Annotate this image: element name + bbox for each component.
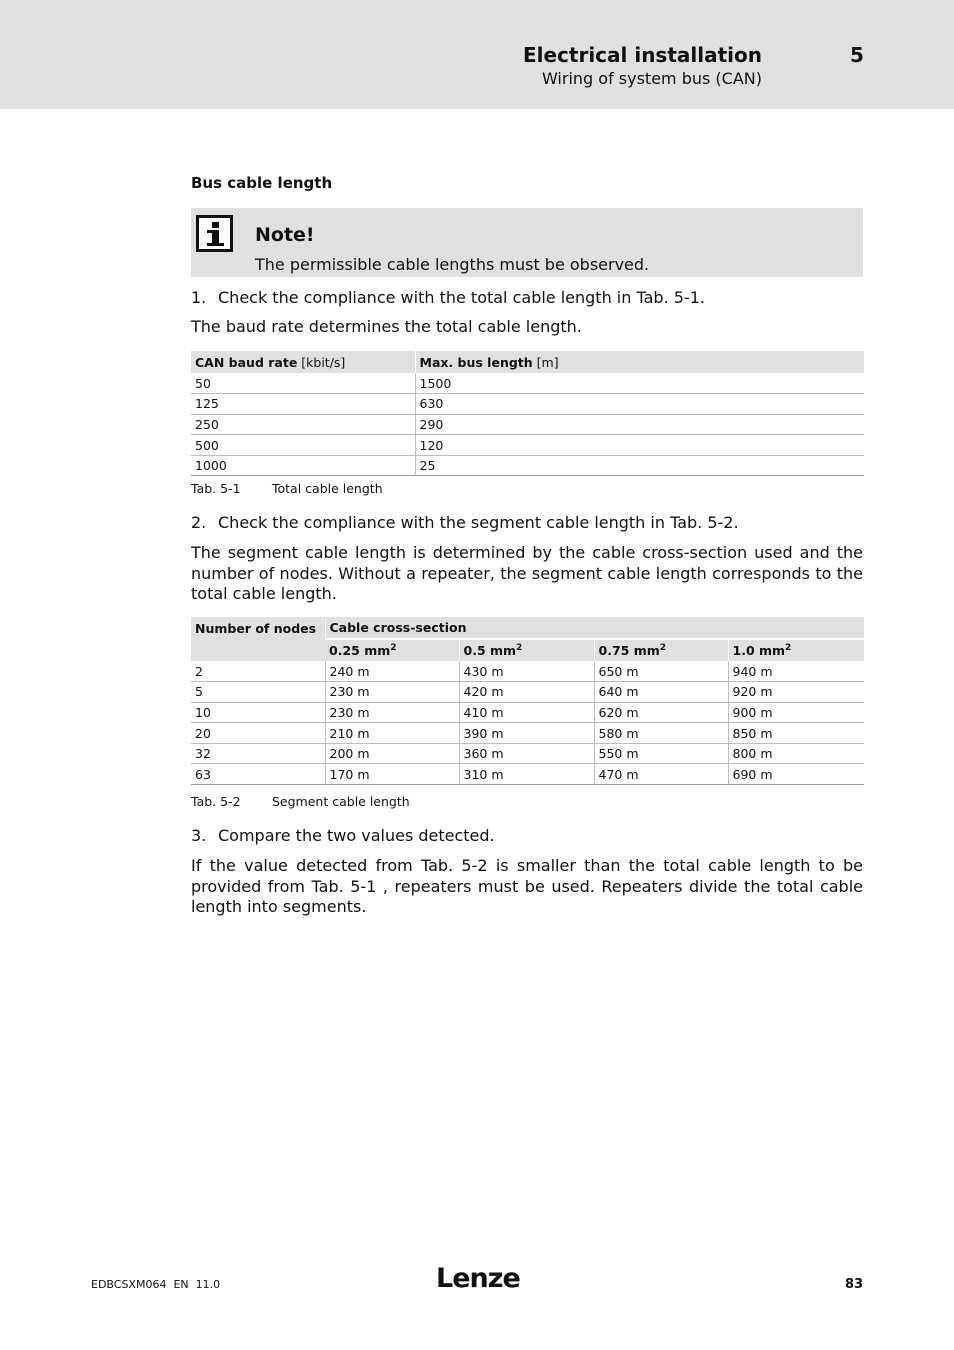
table-cell: 640 m [594, 682, 728, 703]
table-cell: 470 m [594, 764, 728, 785]
table-row [191, 414, 864, 435]
table-cell: 32 [191, 743, 325, 764]
table-cell: 800 m [728, 743, 864, 764]
table-cell: 1000 [191, 455, 415, 476]
table-header-cross-section-size: 1.0 $mm^2$ [728, 639, 864, 661]
table-cell: 240 m [325, 661, 459, 682]
table-cell: 580 m [594, 723, 728, 744]
table-cell: 230 m [325, 682, 459, 703]
note-box [191, 208, 863, 277]
table-cell: 250 [191, 414, 415, 435]
table-row [191, 702, 864, 723]
table-caption-2 [191, 794, 410, 809]
table-row [191, 373, 864, 394]
chapter-subtitle: Wiring of system bus (CAN) [541, 69, 762, 88]
step-text: Check the compliance with the segment cable length in Tab. 5-2. [218, 513, 739, 532]
table-header-cross-section-size: 0.5 $mm^2$ [459, 639, 594, 661]
step-1 [191, 288, 863, 309]
table-cell: 230 m [325, 702, 459, 723]
table-cell: 500 [191, 435, 415, 456]
caption-label: Tab. 5-2 [191, 794, 241, 809]
table-cell: 650 m [594, 661, 728, 682]
table-row [191, 764, 864, 785]
lenze-logo: Lenze [436, 1263, 520, 1294]
table-cell: 550 m [594, 743, 728, 764]
note-text: The permissible cable lengths must be observed. [255, 255, 650, 274]
step-2 [191, 513, 863, 534]
table-header-bus-length: Max. bus length [m] [415, 351, 864, 373]
footer-document-id: EDBCSXM064 EN 11.0 [91, 1278, 221, 1291]
table-cell: 170 m [325, 764, 459, 785]
table-cell: 690 m [728, 764, 864, 785]
page-number: 83 [845, 1277, 864, 1292]
table-caption-1 [191, 481, 383, 496]
table-cell: 900 m [728, 702, 864, 723]
table-cell: 630 [415, 394, 864, 415]
table-cell: 20 [191, 723, 325, 744]
table-header-cross-section-size: 0.75 $mm^2$ [594, 639, 728, 661]
table-header-baud-rate: CAN baud rate [kbit/s] [191, 351, 415, 373]
table-cell: 940 m [728, 661, 864, 682]
step-number: 1. [191, 288, 207, 307]
paragraph-baud-rate: The baud rate determines the total cable length. [191, 317, 582, 336]
table-cell: 210 m [325, 723, 459, 744]
chapter-title: Electrical installation [522, 43, 762, 67]
table-header-nodes: Number of nodes [191, 617, 325, 661]
table-cell: 420 m [459, 682, 594, 703]
step-3 [191, 826, 863, 847]
section-heading: Bus cable length [191, 174, 333, 192]
table-cell: 310 m [459, 764, 594, 785]
table-cell: 1500 [415, 373, 864, 394]
table-total-cable-length [191, 351, 864, 476]
table-cell: 410 m [459, 702, 594, 723]
table-cell: 200 m [325, 743, 459, 764]
step-number: 2. [191, 513, 207, 532]
caption-label: Tab. 5-1 [191, 481, 241, 496]
table-cell: 50 [191, 373, 415, 394]
table-cell: 390 m [459, 723, 594, 744]
chapter-number: 5 [850, 43, 864, 67]
note-title: Note! [255, 224, 315, 246]
table-row [191, 723, 864, 744]
table-cell: 63 [191, 764, 325, 785]
paragraph-repeaters: If the value detected from Tab. 5-2 is smaller than the total cable length to be provided from Tab. 5-1 , repeaters must be used. Repeaters divide the total cable length into segments. [191, 856, 863, 916]
paragraph-segment-length: The segment cable length is determined by the cable cross-section used and the number of nodes. Without a repeater, the segment cable length corresponds to the total cable length. [191, 543, 863, 603]
table-cell: 430 m [459, 661, 594, 682]
table-cell: 25 [415, 455, 864, 476]
table-cell: 620 m [594, 702, 728, 723]
table-row [191, 455, 864, 476]
table-cell: 120 [415, 435, 864, 456]
step-text: Compare the two values detected. [218, 826, 495, 845]
table-cell: 10 [191, 702, 325, 723]
table-cell: 920 m [728, 682, 864, 703]
caption-title: Total cable length [272, 481, 383, 496]
step-text: Check the compliance with the total cable length in Tab. 5-1. [218, 288, 705, 307]
header-band [0, 0, 954, 109]
info-icon [196, 215, 233, 252]
table-cell: 360 m [459, 743, 594, 764]
table-cell: 2 [191, 661, 325, 682]
table-row [191, 743, 864, 764]
table-segment-cable-length [191, 617, 864, 785]
table-header-cross-section: Cable cross-section [325, 617, 864, 639]
step-number: 3. [191, 826, 207, 845]
table-cell: 290 [415, 414, 864, 435]
table-row [191, 661, 864, 682]
table-row [191, 394, 864, 415]
caption-title: Segment cable length [272, 794, 410, 809]
table-row [191, 682, 864, 703]
table-header-cross-section-size: 0.25 $mm^2$ [325, 639, 459, 661]
table-cell: 5 [191, 682, 325, 703]
table-row [191, 435, 864, 456]
table-cell: 125 [191, 394, 415, 415]
table-cell: 850 m [728, 723, 864, 744]
